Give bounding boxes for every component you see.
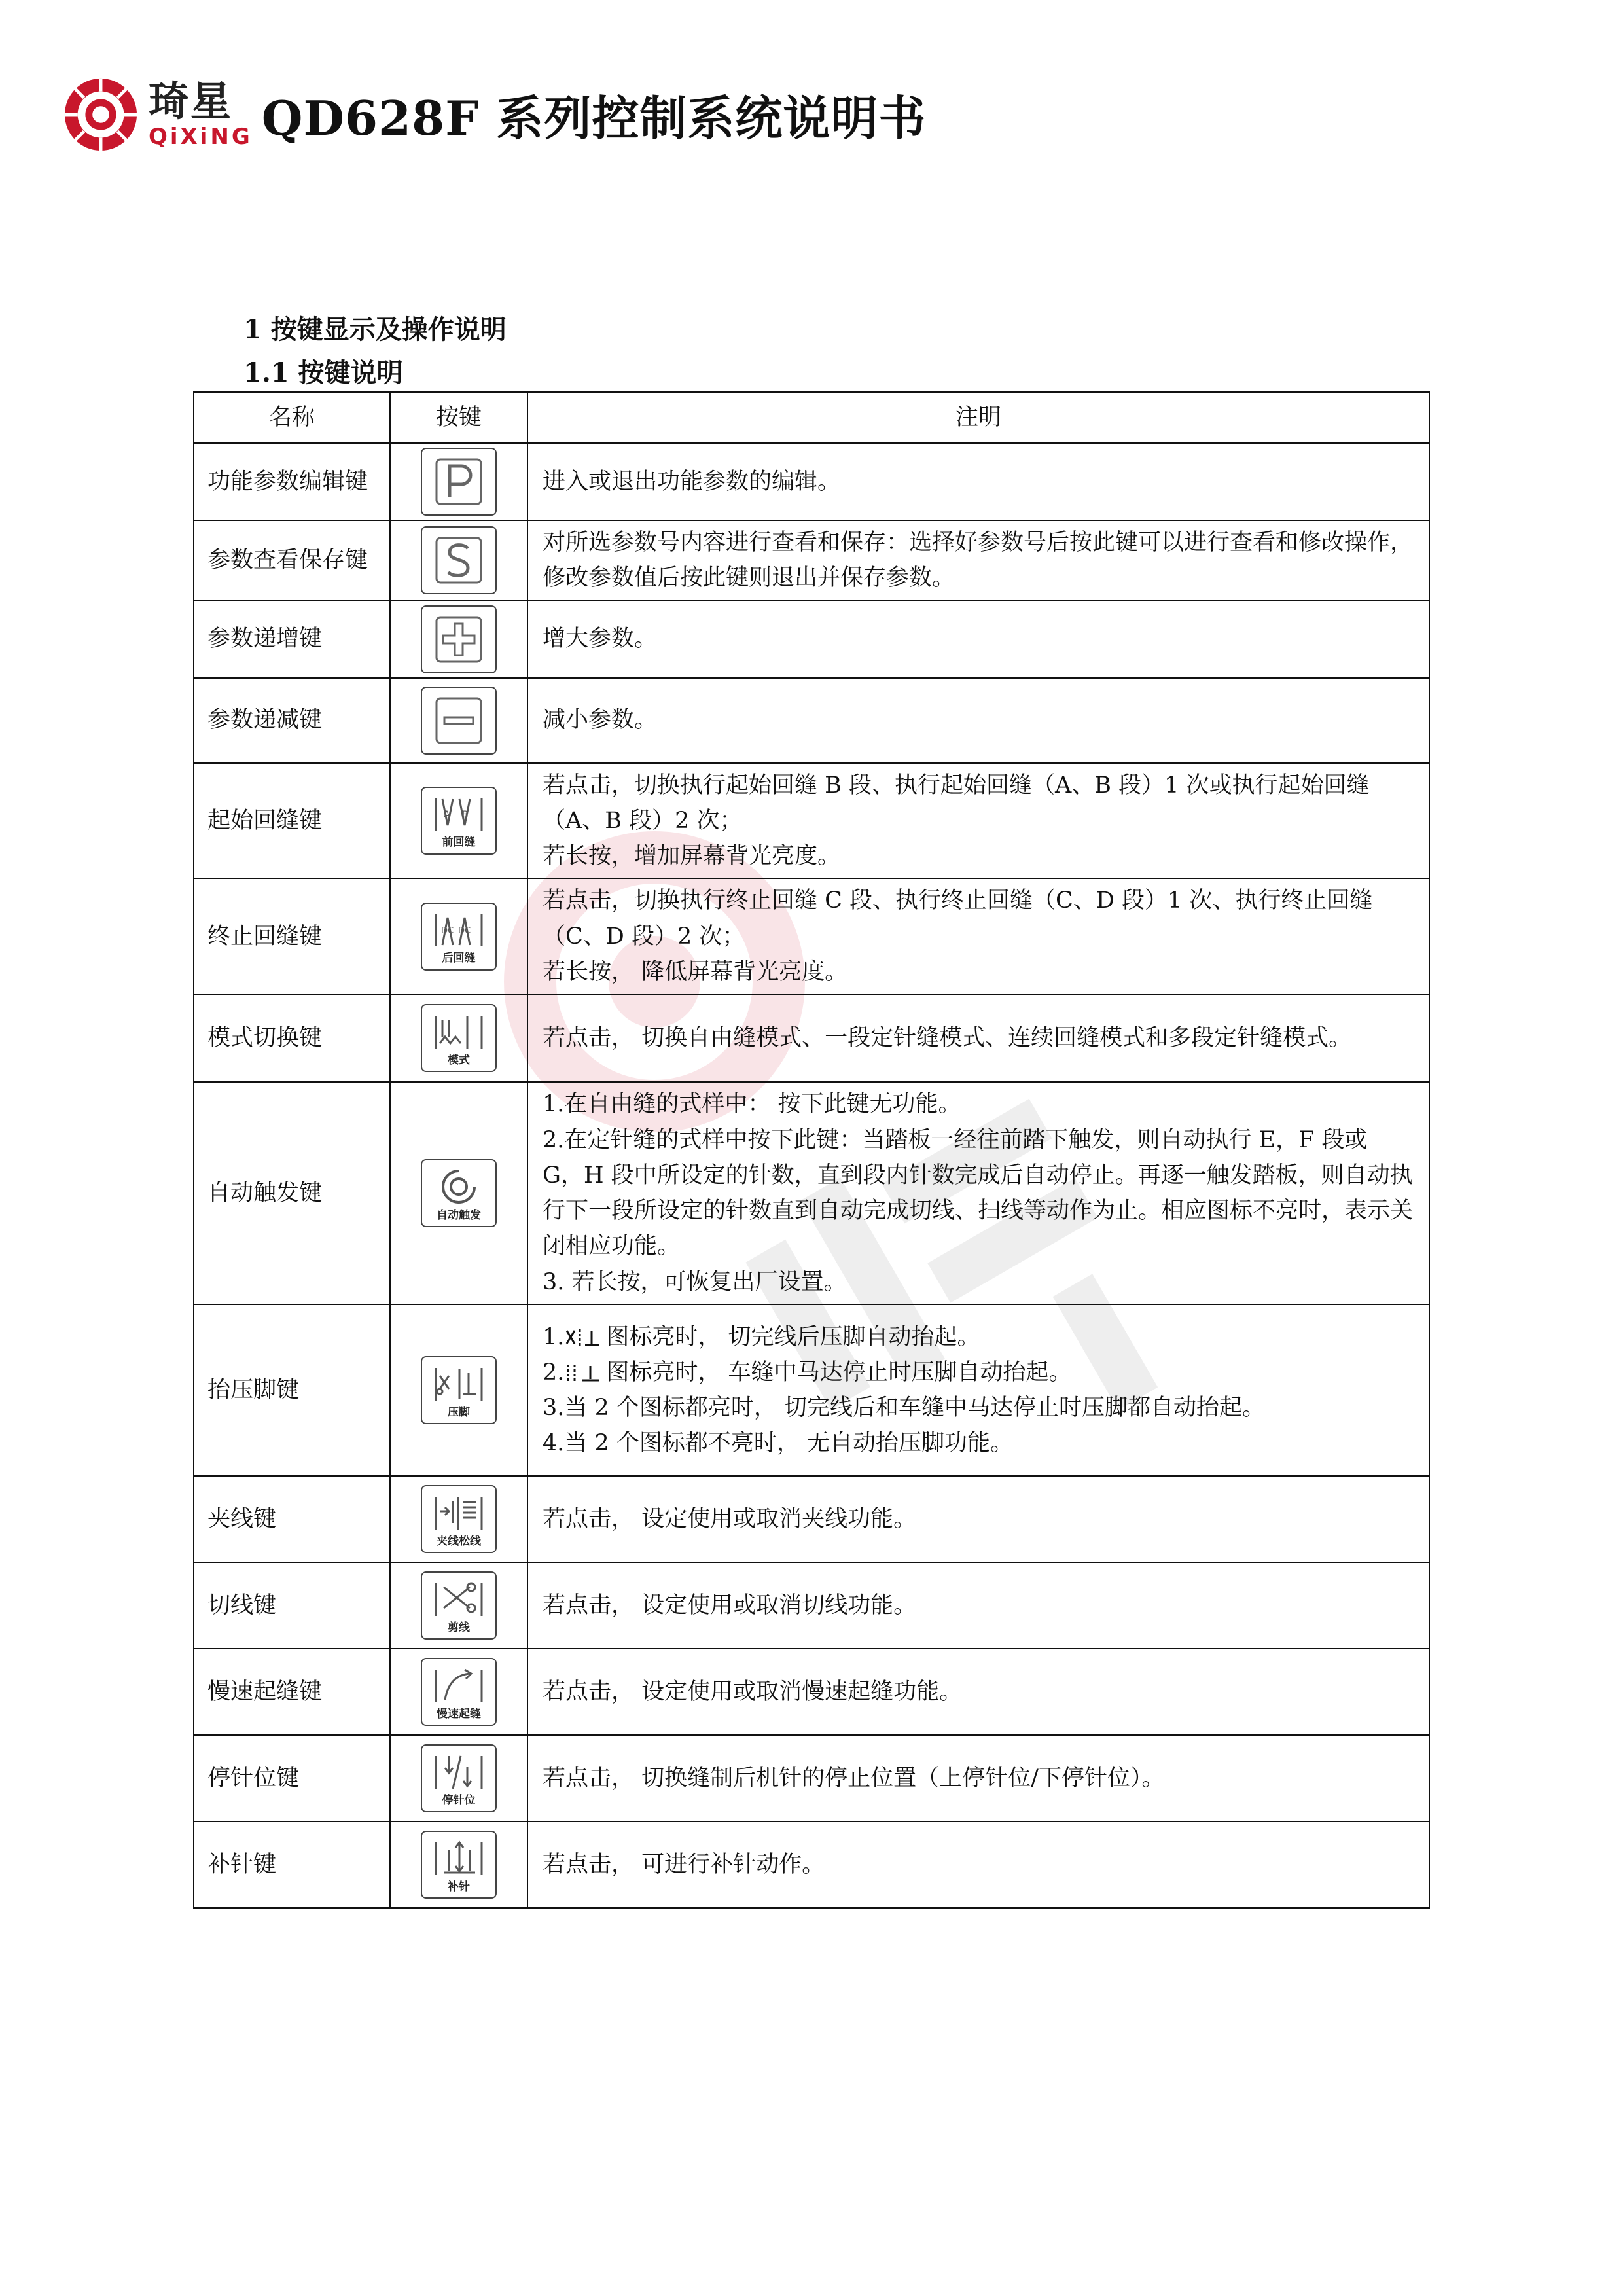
table-row xyxy=(194,1304,1429,1476)
key-label: 夹线松线 xyxy=(437,1534,481,1548)
table-row xyxy=(194,763,1429,879)
table-row xyxy=(194,994,1429,1082)
table-row xyxy=(194,878,1429,994)
note-text: 若点击， 切换缝制后机针的停止位置（上停针位/下停针位）。 xyxy=(543,1765,1165,1791)
svg-text:B: B xyxy=(462,810,469,821)
key-label: 后回缝 xyxy=(442,952,476,965)
needle-stop-icon xyxy=(421,1744,497,1812)
note-text: 若点击， 设定使用或取消慢速起缝功能。 xyxy=(543,1678,963,1705)
brand-en: QiXiNG xyxy=(149,124,253,150)
key-name: 切线键 xyxy=(194,1562,390,1649)
p-key-icon xyxy=(421,448,497,516)
svg-text:A: A xyxy=(444,810,450,821)
slow-start-icon xyxy=(421,1658,497,1726)
s-key-icon xyxy=(421,526,497,594)
key-name: 夹线键 xyxy=(194,1476,390,1562)
page-header xyxy=(62,72,926,157)
plus-icon xyxy=(421,605,497,673)
note-text: 若长按， 降低屏幕背光亮度。 xyxy=(543,958,848,985)
key-label: 慢速起缝 xyxy=(437,1707,481,1721)
key-name: 补针键 xyxy=(194,1821,390,1908)
note-text: 图标亮时， 车缝中马达停止时压脚自动抬起。 xyxy=(606,1359,1072,1386)
note-text: 1.在自由缝的式样中： 按下此键无功能。 xyxy=(543,1091,961,1118)
table-row xyxy=(194,678,1429,763)
svg-text:DC: DC xyxy=(458,926,471,937)
key-name: 起始回缝键 xyxy=(194,763,390,879)
note-text: 4.当 2 个图标都不亮时， 无自动抬压脚功能。 xyxy=(543,1430,1014,1457)
table-row xyxy=(194,1649,1429,1735)
key-label: 自动触发 xyxy=(437,1208,481,1222)
table-header-row xyxy=(194,392,1429,443)
header-note: 注明 xyxy=(527,392,1429,443)
note-text: 若点击，切换执行终止回缝 C 段、执行终止回缝（C、D 段）1 次、执行终止回缝（C、D 段）2 次； xyxy=(543,888,1373,950)
document-title: QD628F 系列控制系统说明书 xyxy=(261,90,927,146)
key-name: 停针位键 xyxy=(194,1735,390,1821)
key-description-table xyxy=(193,391,1430,1909)
note-text: 减小参数。 xyxy=(543,707,658,734)
key-name: 参数递减键 xyxy=(194,678,390,763)
note-text: 3.当 2 个图标都亮时， 切完线后和车缝中马达停止时压脚都自动抬起。 xyxy=(543,1395,1266,1421)
key-name: 慢速起缝键 xyxy=(194,1649,390,1735)
note-text: 若长按，增加屏幕背光亮度。 xyxy=(543,843,841,869)
scissors-icon xyxy=(421,1571,497,1640)
section-heading: 1 按键显示及操作说明 xyxy=(243,314,507,345)
note-text: 对所选参数号内容进行查看和保存：选择好参数号后按此键可以进行查看和修改操作，修改参数值后按此键则退出并保存参数。 xyxy=(543,529,1414,592)
key-name: 终止回缝键 xyxy=(194,878,390,994)
note-text: 增大参数。 xyxy=(543,626,658,653)
note-text: 若点击， 可进行补针动作。 xyxy=(543,1851,825,1878)
key-name: 模式切换键 xyxy=(194,994,390,1082)
key-label: 压脚 xyxy=(448,1405,470,1419)
presser-foot-icon xyxy=(421,1356,497,1424)
note-text: 2.在定针缝的式样中按下此键：当踏板一经往前踏下触发，则自动执行 E，F 段或 G，H 段中所设定的针数，直到段内针数完成后自动停止。再逐一触发踏板，则自动执行下一段所设定的针数直到自动完成切线、扫线等动作为止。相应图标不亮时，表示关闭相应功能。 xyxy=(543,1126,1414,1260)
key-label: 前回缝 xyxy=(442,836,476,850)
key-label: 模式 xyxy=(448,1053,470,1067)
auto-trigger-icon xyxy=(421,1159,497,1227)
subsection-heading: 1.1 按键说明 xyxy=(243,357,403,388)
end-backtack-icon xyxy=(421,903,497,971)
table-row xyxy=(194,443,1429,520)
table-row xyxy=(194,1562,1429,1649)
start-backtack-icon xyxy=(421,787,497,855)
note-text: 3. 若长按，可恢复出厂设置。 xyxy=(543,1268,847,1295)
key-name: 参数递增键 xyxy=(194,601,390,678)
mode-icon xyxy=(421,1004,497,1072)
qixing-logo-icon xyxy=(62,76,139,153)
header-key: 按键 xyxy=(390,392,527,443)
header-name: 名称 xyxy=(194,392,390,443)
key-label: 剪线 xyxy=(448,1621,470,1634)
minus-icon xyxy=(421,687,497,755)
note-text: 若点击， 设定使用或取消切线功能。 xyxy=(543,1592,917,1619)
table-row xyxy=(194,520,1429,601)
stop-lift-icon xyxy=(564,1362,603,1384)
key-label: 补针 xyxy=(448,1880,470,1893)
cut-lift-icon xyxy=(564,1327,603,1349)
table-row xyxy=(194,1821,1429,1908)
svg-text:DC: DC xyxy=(441,926,454,937)
table-row xyxy=(194,1735,1429,1821)
note-text: 若点击， 切换自由缝模式、一段定针缝模式、连续回缝模式和多段定针缝模式。 xyxy=(543,1024,1352,1051)
table-row xyxy=(194,601,1429,678)
key-name: 参数查看保存键 xyxy=(194,520,390,601)
key-name: 自动触发键 xyxy=(194,1082,390,1304)
note-text: 若点击，切换执行起始回缝 B 段、执行起始回缝（A、B 段）1 次或执行起始回缝（A、B 段）2 次； xyxy=(543,772,1370,834)
patch-stitch-icon xyxy=(421,1831,497,1899)
key-label: 停针位 xyxy=(442,1793,476,1807)
brand-cn: 琦星 xyxy=(149,77,233,125)
note-text: 若点击， 设定使用或取消夹线功能。 xyxy=(543,1505,917,1532)
note-text: 图标亮时， 切完线后压脚自动抬起。 xyxy=(606,1323,980,1350)
key-name: 抬压脚键 xyxy=(194,1304,390,1476)
table-row xyxy=(194,1476,1429,1562)
note-text: 进入或退出功能参数的编辑。 xyxy=(543,468,841,495)
thread-clamp-icon xyxy=(421,1485,497,1553)
note-text: 1. xyxy=(543,1323,565,1350)
table-row xyxy=(194,1082,1429,1304)
note-text: 2. xyxy=(543,1359,565,1386)
brand-wordmark xyxy=(149,77,253,150)
key-name: 功能参数编辑键 xyxy=(194,443,390,520)
